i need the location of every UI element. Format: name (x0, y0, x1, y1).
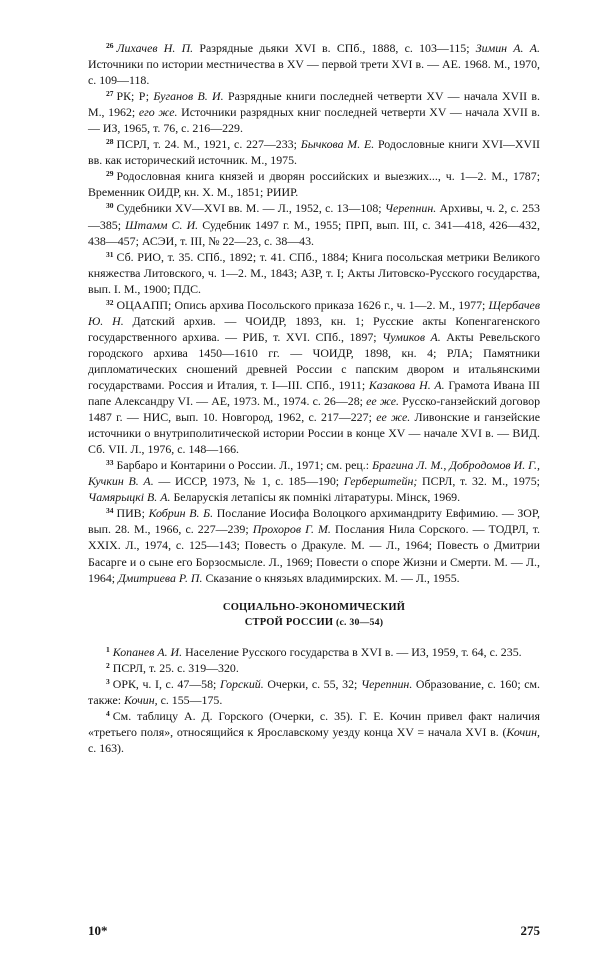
footnote (88, 40, 540, 88)
footnote-number: 32 (106, 297, 114, 307)
footnote-author: ее же. (366, 394, 399, 409)
footnote-number: 2 (106, 660, 110, 670)
footnote-text: ПИВ; (116, 506, 149, 521)
footnote-author: Кочин, (506, 724, 540, 739)
page-content (88, 40, 540, 756)
footnote-number: 28 (106, 137, 114, 147)
footnote-text: Разрядные книги последней четверти XV — начала XVII в. М., 1962; (88, 89, 540, 120)
footnote-author: Чамярыцкi В. А. (88, 490, 171, 505)
footnote-number: 4 (106, 708, 110, 718)
footnote-text: Источники по истории местничества в XV — первой трети XVI в. — АЕ. 1968. М., 1970, с. 109—118. (88, 57, 540, 88)
footnote-text: Образование, с. 160; см. также: (88, 676, 541, 707)
footnote-number: 33 (106, 458, 114, 468)
footnote-text: См. таблицу А. Д. Горского (Очерки, с. 35). Г. Е. Кочин привел факт наличия «третьего поля», относящийся к Ярославскому уезду конца XV = начала XVI в. ( (88, 708, 540, 739)
footnote (88, 88, 540, 136)
footnote-author: Казакова Н. А. (368, 377, 445, 392)
footnote-number: 31 (106, 249, 114, 259)
footnote-text: Беларускiя летапiсы як помнiкi лiтаратуры. Мiнск, 1969. (170, 490, 461, 505)
footnote-text: Грамота Ивана III папе Александру VI. — АЕ, 1973. М., 1974. с. 26—28; (88, 377, 540, 409)
footnote-text: ОРК, ч. I, с. 47—58; (112, 676, 220, 691)
footnote-author: Герберштейн; (343, 474, 418, 489)
footnote-text: Сб. РИО, т. 35. СПб., 1892; т. 41. СПб., 1884; Книга посольская метрики Великого княжества Литовского, ч. 1—2. М., 1843; АЗР, т. I; Акты Литовско-Русского государства, вып. I. М., 1900; ПДС. (88, 249, 540, 296)
footnote-number: 29 (106, 169, 114, 179)
footnote-author: Горский. (219, 676, 264, 691)
footnote-text: Послание Иосифа Волоцкого архимандриту Евфимию. — ЗОР, вып. 28. М., 1966, с. 227—239; (88, 506, 540, 537)
footnote-author: Дмитриева Р. П. (118, 570, 203, 585)
footnote (88, 644, 540, 660)
footnote-author: Буганов В. И. (153, 89, 224, 104)
footnote-author: Штамм С. И. (125, 217, 199, 232)
footnote-text: Датский архив. — ЧОИДР, 1893, кн. 1; Русские акты Копенгагенского государственного архива. — РИБ, т. XVI. СПб., 1897; (88, 313, 540, 344)
footnote-text: ПСРЛ, т. 24. М., 1921, с. 227—233; (116, 137, 301, 152)
page-number: 275 (520, 923, 540, 938)
footnote-text: РК; Р; (116, 89, 154, 104)
footnote-author: Копанев А. И. (112, 644, 183, 659)
section-title-line2 (88, 615, 540, 630)
footnote-number: 34 (106, 506, 114, 516)
footnote-text: Судебник 1497 г. М., 1955; ПРП, вып. III, с. 341—418, 426—432, 438—457; АСЭИ, т. III, № 22—23, с. 38—43. (88, 217, 540, 248)
footnote-number: 3 (106, 676, 110, 686)
footnote-text: — ИССР, 1973, № 1, с. 185—190; (153, 474, 344, 489)
section-heading (88, 600, 540, 630)
footnote-author: Кочин, (124, 692, 158, 707)
footnote-author: Брагина Л. М., Добродомов И. Г., Кучкин В. А. (88, 458, 540, 489)
footnote-text: Ливонские и ганзейские источники о внутриполитической истории России в конце XV — начале XVI в. — ВИД. Сб. VII. Л., 1976, с. 148—166. (88, 410, 540, 457)
footnotes-section (88, 644, 540, 756)
footnote (88, 136, 540, 168)
section-title-line1: СОЦИАЛЬНО-ЭКОНОМИЧЕСКИЙ (222, 601, 406, 613)
footnote-number: 27 (106, 89, 114, 99)
footnote-author: его же. (138, 105, 178, 120)
footnote (88, 660, 540, 676)
footnote-text: Архивы, ч. 2, с. 253—385; (88, 201, 540, 232)
footnote (88, 168, 540, 200)
footnote-text: с. 163). (88, 740, 124, 755)
footnote-text: Родословные книги XVI—XVII вв. как исторический источник. М., 1975. (88, 137, 540, 168)
footnote-author: Зимин А. А. (475, 41, 541, 55)
footnote (88, 249, 540, 297)
footnote-text: Родословная книга князей и дворян российских и выезжих..., ч. 1—2. М., 1787; Временник ОИДР, кн. X. М., 1851; РИИР. (88, 169, 540, 200)
footnote-text: ПСРЛ, т. 25. с. 319—320. (112, 660, 239, 675)
footnote-author: Чумиков А. (382, 329, 441, 344)
footnote-author: Кобрин В. Б. (148, 506, 214, 521)
footnote-number: 30 (106, 201, 114, 211)
footnote-text: Разрядные дьяки XVI в. СПб., 1888, с. 103—115; (193, 41, 476, 55)
footnote-text: Сказание о князьях владимирских. М. — Л., 1955. (202, 570, 460, 585)
footnote (88, 457, 540, 505)
footnote (88, 676, 540, 708)
footnote-author: Лихачев Н. П. (116, 41, 194, 55)
footnotes-chapter-end (88, 40, 540, 586)
footnote (88, 200, 540, 248)
footnote-author: ее же. (376, 410, 411, 425)
footnote (88, 505, 540, 585)
footnote-number: 1 (106, 644, 110, 654)
footnote-text: Русско-ганзейский договор 1487 г. — НИС, вып. 10. Новгород, 1962, с. 217—227; (88, 394, 541, 425)
footnote-text: с. 155—175. (157, 692, 223, 707)
footnote (88, 708, 540, 756)
footnote-author: Бычкова М. Е. (300, 137, 375, 152)
footnote-author: Прохоров Г. М. (252, 522, 331, 537)
footnote-number: 26 (106, 41, 114, 50)
footnote-text: Барбаро и Контарини о России. Л., 1971; см. рец.: (116, 458, 373, 473)
signature-mark: 10* (88, 923, 108, 938)
footnote-text: Население Русского государства в XVI в. — ИЗ, 1959, т. 64, с. 235. (182, 644, 522, 659)
footnote-author: Щербачев Ю. Н. (88, 297, 540, 328)
footnote-text: ПСРЛ, т. 32. М., 1975; (417, 474, 540, 489)
footnote (88, 297, 540, 457)
footnote-text: ОЦААПП; Опись архива Посольского приказа 1626 г., ч. 1—2. М., 1977; (116, 297, 489, 312)
footnote-text: Акты Ревельского городского архива 1450—1610 гг. — ЧОИДР, 1898, кн. 4; РЛА; Памятники дипломатических сношений древней России с папским двором и итальянскими государствами. Россия и Италия, т. I—III. СПб., 1911; (88, 329, 541, 392)
footnote-text: Судебники XV—XVI вв. М. — Л., 1952, с. 13—108; (116, 201, 385, 216)
section-title-text: СТРОЙ РОССИИ (244, 616, 334, 628)
footnote-author: Черепнин. (384, 201, 437, 216)
footnote-text: Послания Нила Сорского. — ТОДРЛ, т. XXIX. Л., 1974, с. 125—143; Повесть о Дракуле. М. — Л., 1964; Повесть о Дмитрии Басарге и о сыне его Борзосмысле. Л., 1969; Повести о споре Жизни и Смерти. М. — Л., 1964; (88, 522, 541, 585)
footnote-author: Черепнин. (360, 676, 413, 691)
footnote-text: Источники разрядных книг последней четверти XV — начала XVII в. — ИЗ, 1965, т. 76, с. 216—229. (88, 105, 540, 136)
footnote-text: Очерки, с. 55, 32; (263, 676, 361, 691)
section-page-range: (с. 30—54) (336, 616, 384, 628)
